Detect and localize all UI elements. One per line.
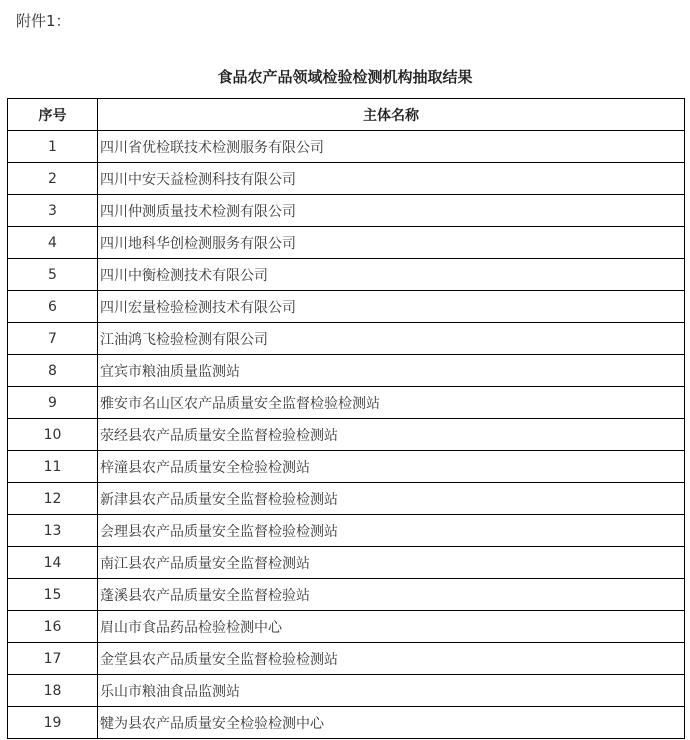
row-entity-name: 金堂县农产品质量安全监督检验检测站 (98, 643, 685, 675)
row-entity-name: 眉山市食品药品检验检测中心 (98, 611, 685, 643)
table-row (8, 483, 685, 515)
header-entity-name: 主体名称 (98, 99, 685, 131)
row-entity-name: 江油鸿飞检验检测有限公司 (98, 323, 685, 355)
row-entity-name: 四川中衡检测技术有限公司 (98, 259, 685, 291)
table-row (8, 195, 685, 227)
row-serial-number: 1 (8, 131, 98, 163)
table-row (8, 675, 685, 707)
row-serial-number: 19 (8, 707, 98, 739)
table-row (8, 611, 685, 643)
row-entity-name: 荥经县农产品质量安全监督检验检测站 (98, 419, 685, 451)
table-row (8, 323, 685, 355)
row-entity-name: 四川省优检联技术检测服务有限公司 (98, 131, 685, 163)
row-entity-name: 四川仲测质量技术检测有限公司 (98, 195, 685, 227)
row-entity-name: 四川地科华创检测服务有限公司 (98, 227, 685, 259)
table-row (8, 227, 685, 259)
row-entity-name: 雅安市名山区农产品质量安全监督检验检测站 (98, 387, 685, 419)
row-entity-name: 乐山市粮油食品监测站 (98, 675, 685, 707)
row-serial-number: 6 (8, 291, 98, 323)
results-table (7, 98, 685, 739)
row-serial-number: 11 (8, 451, 98, 483)
table-row (8, 451, 685, 483)
row-serial-number: 12 (8, 483, 98, 515)
table-row (8, 387, 685, 419)
row-entity-name: 宜宾市粮油质量监测站 (98, 355, 685, 387)
table-row (8, 579, 685, 611)
table-row (8, 643, 685, 675)
header-serial-number: 序号 (8, 99, 98, 131)
table-row (8, 547, 685, 579)
table-row (8, 707, 685, 739)
attachment-label: 附件1： (16, 12, 71, 30)
row-serial-number: 7 (8, 323, 98, 355)
row-entity-name: 梓潼县农产品质量安全检验检测站 (98, 451, 685, 483)
page-title: 食品农产品领域检验检测机构抽取结果 (217, 68, 473, 86)
row-serial-number: 4 (8, 227, 98, 259)
row-entity-name: 四川宏量检验检测技术有限公司 (98, 291, 685, 323)
row-entity-name: 南江县农产品质量安全监督检测站 (98, 547, 685, 579)
row-serial-number: 17 (8, 643, 98, 675)
row-serial-number: 2 (8, 163, 98, 195)
table-body (8, 131, 685, 739)
row-entity-name: 会理县农产品质量安全监督检验检测站 (98, 515, 685, 547)
table-row (8, 163, 685, 195)
row-serial-number: 3 (8, 195, 98, 227)
table-row (8, 259, 685, 291)
row-entity-name: 犍为县农产品质量安全检验检测中心 (98, 707, 685, 739)
row-entity-name: 四川中安天益检测科技有限公司 (98, 163, 685, 195)
table-row (8, 355, 685, 387)
row-serial-number: 13 (8, 515, 98, 547)
row-serial-number: 10 (8, 419, 98, 451)
row-serial-number: 9 (8, 387, 98, 419)
row-serial-number: 5 (8, 259, 98, 291)
row-serial-number: 14 (8, 547, 98, 579)
row-entity-name: 新津县农产品质量安全监督检验检测站 (98, 483, 685, 515)
table-row (8, 131, 685, 163)
row-entity-name: 蓬溪县农产品质量安全监督检验站 (98, 579, 685, 611)
table-header-row (8, 99, 685, 131)
row-serial-number: 15 (8, 579, 98, 611)
table-row (8, 291, 685, 323)
row-serial-number: 8 (8, 355, 98, 387)
table-row (8, 419, 685, 451)
table-row (8, 515, 685, 547)
row-serial-number: 18 (8, 675, 98, 707)
row-serial-number: 16 (8, 611, 98, 643)
